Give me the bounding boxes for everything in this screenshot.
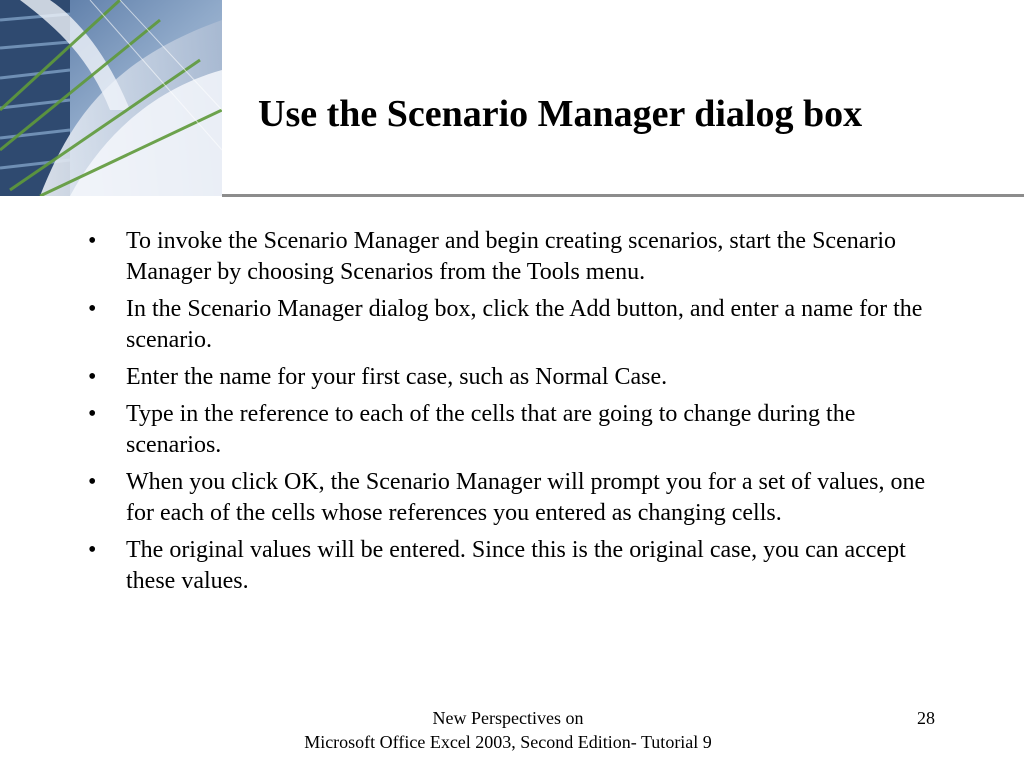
bullet-text: In the Scenario Manager dialog box, click the Add button, and enter a name for the scenario. (126, 296, 923, 353)
bullet-list (88, 226, 948, 603)
bullet-item (88, 535, 948, 597)
footer-caption (250, 706, 766, 754)
bullet-text: Type in the reference to each of the cells that are going to change during the scenarios. (126, 401, 856, 458)
bullet-item (88, 399, 948, 461)
bullet-item (88, 294, 948, 356)
page-number: 28 (917, 708, 935, 728)
slide-title: Use the Scenario Manager dialog box (258, 93, 863, 135)
footer-line-2: Microsoft Office Excel 2003, Second Edition- Tutorial 9 (304, 732, 712, 752)
bullet-dot-icon: • (88, 469, 97, 495)
bullet-text: The original values will be entered. Since this is the original case, you can accept these values. (126, 537, 906, 594)
bullet-dot-icon: • (88, 364, 97, 390)
bullet-dot-icon: • (88, 401, 97, 427)
bullet-item (88, 226, 948, 288)
bullet-text: Enter the name for your first case, such as Normal Case. (126, 364, 668, 390)
title-underline-rule (222, 194, 1024, 197)
bullet-text: When you click OK, the Scenario Manager will prompt you for a set of values, one for each of the cells whose references you entered as changing cells. (126, 469, 926, 526)
bullet-item (88, 467, 948, 529)
decorative-architecture-image (0, 0, 222, 196)
bullet-dot-icon: • (88, 296, 97, 322)
bullet-dot-icon: • (88, 537, 97, 563)
bullet-text: To invoke the Scenario Manager and begin creating scenarios, start the Scenario Manager by choosing Scenarios from the Tools menu. (126, 228, 897, 285)
footer-line-1: New Perspectives on (432, 708, 584, 728)
architecture-illustration (0, 0, 222, 196)
bullet-dot-icon: • (88, 228, 97, 254)
bullet-item (88, 362, 948, 393)
